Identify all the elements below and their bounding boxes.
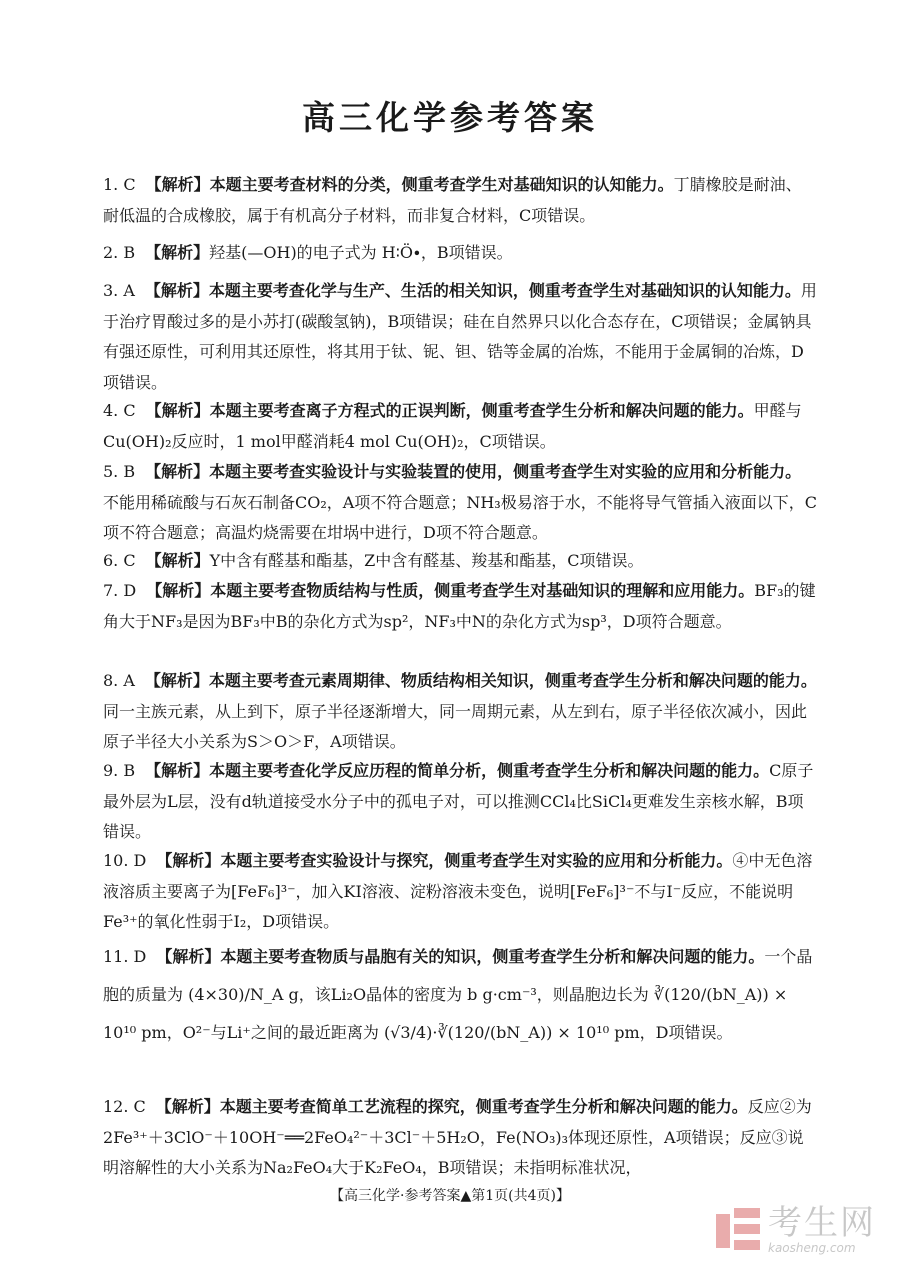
watermark-cn: 考生网 (768, 1203, 876, 1243)
answer-number: 10. D (103, 851, 147, 870)
answer-number: 3. A (103, 281, 135, 300)
watermark-en: kaosheng.com (768, 1241, 856, 1255)
answer-item (103, 1092, 817, 1184)
answer-item (103, 457, 817, 549)
analysis-body: 甲醛与Cu(OH)₂反应时，1 mol甲醛消耗4 mol Cu(OH)₂，C项错误。 (103, 401, 802, 451)
analysis-lead: 【解析】本题主要考查材料的分类，侧重考查学生对基础知识的认知能力。 (145, 175, 674, 194)
analysis-body: Y中含有醛基和酯基，Z中含有醛基、羧基和酯基，C项错误。 (209, 551, 644, 570)
answer-item (103, 666, 817, 758)
answer-number: 1. C (103, 175, 136, 194)
analysis-body: 用于治疗胃酸过多的是小苏打(碳酸氢钠)，B项错误；硅在自然界只以化合态存在，C项错误；金属钠具有强还原性，可利用其还原性，将其用于钛、铌、钽、锆等金属的冶炼，不能用于金属铜的冶炼，D项错误。 (103, 281, 817, 392)
page-title: 高三化学参考答案 (302, 98, 598, 137)
kaosheng-logo-icon (716, 1208, 760, 1252)
analysis-lead: 【解析】本题主要考查物质结构与性质，侧重考查学生对基础知识的理解和应用能力。 (146, 581, 755, 600)
analysis-lead: 【解析】本题主要考查离子方程式的正误判断，侧重考查学生分析和解决问题的能力。 (145, 401, 754, 420)
answer-item (103, 576, 817, 637)
answer-item (103, 546, 817, 577)
analysis-lead: 【解析】本题主要考查实验设计与实验装置的使用，侧重考查学生对实验的应用和分析能力。 (145, 462, 802, 481)
answer-number: 5. B (103, 462, 136, 481)
answer-number: 12. C (103, 1097, 146, 1116)
answer-item (103, 756, 817, 848)
analysis-lead: 【解析】本题主要考查化学反应历程的简单分析，侧重考查学生分析和解决问题的能力。 (145, 761, 770, 780)
analysis-body: 丁腈橡胶是耐油、耐低温的合成橡胶，属于有机高分子材料，而非复合材料，C项错误。 (103, 175, 802, 225)
analysis-lead: 【解析】本题主要考查简单工艺流程的探究，侧重考查学生分析和解决问题的能力。 (155, 1097, 748, 1116)
analysis-body: 反应②为2Fe³⁺＋3ClO⁻＋10OH⁻══2FeO₄²⁻＋3Cl⁻＋5H₂O，Fe(NO₃)₃体现还原性，A项错误；反应③说明溶解性的大小关系为Na₂FeO₄大于K₂FeO₄，B项错误；未指明标准状况， (103, 1097, 812, 1177)
analysis-body: 不能用稀硫酸与石灰石制备CO₂，A项不符合题意；NH₃极易溶于水，不能将导气管插入液面以下，C项不符合题意；高温灼烧需要在坩埚中进行，D项不符合题意。 (103, 492, 817, 542)
answer-item (103, 170, 817, 231)
analysis-lead: 【解析】本题主要考查物质与晶胞有关的知识，侧重考查学生分析和解决问题的能力。 (156, 947, 765, 966)
answer-item (103, 276, 817, 398)
answer-number: 4. C (103, 401, 136, 420)
answer-number: 11. D (103, 947, 147, 966)
watermark (716, 1200, 886, 1260)
answer-item (103, 396, 817, 457)
analysis-body: ④中无色溶液溶质主要离子为[FeF₆]³⁻，加入KI溶液、淀粉溶液未变色，说明[FeF₆]³⁻不与I⁻反应，不能说明Fe³⁺的氧化性弱于I₂，D项错误。 (103, 851, 813, 931)
answer-number: 6. C (103, 551, 136, 570)
answer-item (103, 846, 817, 938)
answer-number: 8. A (103, 671, 135, 690)
answer-item (103, 238, 817, 269)
analysis-body: 羟基(—OH)的电子式为 H∶Ö∙，B项错误。 (209, 243, 513, 262)
analysis-body: 一个晶胞的质量为 (4×30)/N_A g，该Li₂O晶体的密度为 b g·cm⁻³，则晶胞边长为 ∛(120/(bN_A)) × 10¹⁰ pm，O²⁻与Li⁺之间的最近距离为 (√3/4)·∛(120/(bN_A)) × 10¹⁰ pm，D项错误。 (103, 947, 813, 1042)
answer-number: 2. B (103, 243, 136, 262)
analysis-lead: 【解析】本题主要考查实验设计与探究，侧重考查学生对实验的应用和分析能力。 (156, 851, 733, 870)
analysis-lead: 【解析】本题主要考查元素周期律、物质结构相关知识，侧重考查学生分析和解决问题的能力。 (144, 671, 817, 690)
analysis-body: 同一主族元素，从上到下，原子半径逐渐增大，同一周期元素，从左到右，原子半径依次减小，因此原子半径大小关系为S＞O＞F，A项错误。 (103, 701, 808, 751)
page-footer: 【高三化学·参考答案▲第1页(共4页)】 (330, 1188, 570, 1204)
analysis-lead: 【解析】本题主要考查化学与生产、生活的相关知识，侧重考查学生对基础知识的认知能力。 (144, 281, 801, 300)
analysis-body: C原子最外层为L层，没有d轨道接受水分子中的孤电子对，可以推测CCl₄比SiCl₄更难发生亲核水解，B项错误。 (103, 761, 814, 841)
answer-number: 9. B (103, 761, 136, 780)
analysis-body: BF₃的键角大于NF₃是因为BF₃中B的杂化方式为sp²，NF₃中N的杂化方式为sp³，D项符合题意。 (103, 581, 816, 631)
answer-number: 7. D (103, 581, 137, 600)
analysis-lead: 【解析】 (145, 243, 210, 262)
analysis-lead: 【解析】 (145, 551, 210, 570)
answer-item (103, 938, 817, 1052)
